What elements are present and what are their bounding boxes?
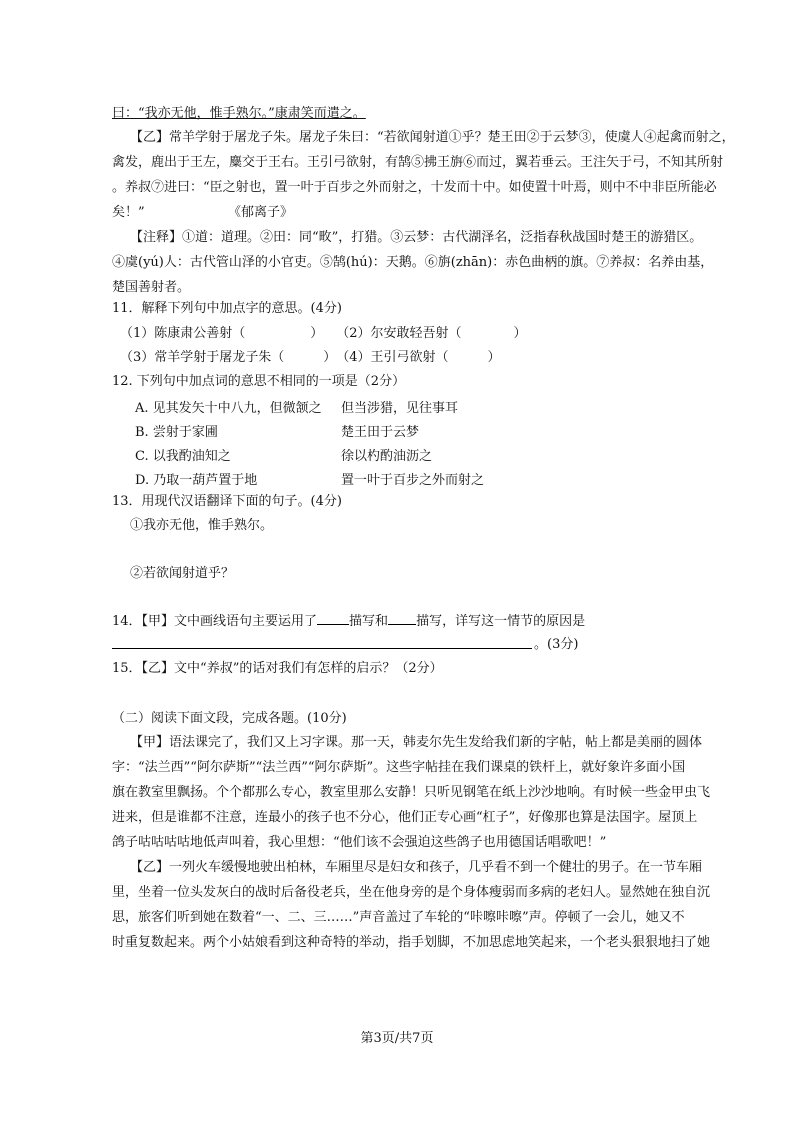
section-2-heading: （二）阅读下面文段，完成各题。(10分) — [112, 711, 347, 726]
yi-line-4: 矣！” — [112, 205, 145, 220]
q12-option-a-right: 但当涉猎，见往事耳 — [341, 401, 459, 416]
jia2-line-1: 【甲】语法课完了，我们又上习字课。那一天，韩麦尔先生发给我们新的字帖，帖上都是美丽的圆体 — [130, 735, 703, 750]
q14-part-1: 14．【甲】文中画线语句主要运用了 — [112, 614, 318, 629]
q14-score: 。(3分) — [534, 637, 579, 652]
notes-line-1: 【注释】①道：道理。②田：同“畋”，打猎。③云梦：古代湖泽名，泛指春秋战国时楚王的游猎区。 — [130, 230, 703, 245]
q12-option-b-left: B. 尝射于家圃 — [135, 425, 218, 440]
q13-sentence-1: ①我亦无他，惟手熟尔。 — [130, 518, 274, 533]
source-title: 《郁离子》 — [228, 205, 294, 220]
yi-line-2: 禽发，鹿出于王左，麋交于王右。王引弓欲射，有鹄⑤拂王旃⑥而过，翼若垂云。王注矢于弓，不知其所射 — [112, 155, 724, 170]
q14-part-3: 描写，详写这一情节的原因是 — [416, 614, 586, 629]
jia2-line-4: 进来，但是谁都不注意，连最小的孩子也不分心，他们正专心画“杠子”，好像那也算是法国字。屋顶上 — [112, 810, 698, 825]
yi-line-3: 。养叔⑦进曰：“臣之射也，置一叶于百步之外而射之，十发而十中。如使置十叶焉，则中不中非臣所能必 — [112, 180, 717, 195]
top-line: 曰：“我亦无他，惟手熟尔。”康肃笑而遣之。 — [112, 106, 366, 121]
yi2-line-3: 思，旅客们听到她在数着“一、二、三……”声音盖过了车轮的“咔嚓咔嚓”声。停顿了一会儿，她又不 — [112, 910, 685, 925]
q14-line — [112, 613, 585, 631]
yi-line-1: 【乙】常羊学射于屠龙子朱。屠龙子朱曰：“若欲闻射道①乎？楚王田②于云梦③，使虞人④起禽而射之， — [130, 130, 735, 145]
page-footer: 第3页/共7页 — [360, 1031, 434, 1046]
q11-row-1: （1）陈康肃公善射（ ） （2）尔安敢轻吾射（ ） — [120, 326, 527, 341]
q15-line: 15．【乙】文中“养叔”的话对我们有怎样的启示？（2分） — [112, 661, 443, 676]
jia2-line-2: 字：“法兰西”“阿尔萨斯”“法兰西”“阿尔萨斯”。这些字帖挂在我们课桌的铁杆上，就好象许多面小国 — [112, 760, 686, 775]
q12-option-c-right: 徐以杓酌油沥之 — [341, 449, 433, 464]
yi2-line-2: 里，坐着一位头发灰白的战时后备役老兵，坐在他身旁的是个身体瘦弱而多病的老妇人。显然她在独自沉 — [112, 885, 711, 900]
jia2-line-5: 鸽子咕咕咕咕地低声叫着，我心里想：“他们该不会强迫这些鸽子也用德国话唱歌吧！” — [112, 835, 607, 850]
q11-row-2: （3）常羊学射于屠龙子朱（ ） （4）王引弓欲射（ ） — [120, 350, 501, 365]
q12-stem: 12. 下列句中加点词的意思不相同的一项是（2分） — [112, 374, 406, 389]
q12-option-a-left: A. 见其发矢十中八九，但微颔之 — [135, 401, 322, 416]
q11-stem: 11．解释下列句中加点字的意思。(4分) — [112, 301, 342, 316]
yi2-line-1: 【乙】一列火车缓慢地驶出柏林，车厢里尽是妇女和孩子，几乎看不到一个健壮的男子。在一节车厢 — [130, 860, 703, 875]
q14-blank-1[interactable] — [317, 624, 349, 625]
q12-option-d-right: 置一叶于百步之外而射之 — [341, 473, 485, 488]
q14-blank-2[interactable] — [388, 624, 416, 625]
notes-line-2: ④虞(yú)人：古代管山泽的小官吏。⑤鹄(hú)：天鹅。⑥旃(zhān)：赤色曲柄的旗。⑦养叔：名养由基， — [112, 255, 714, 270]
q13-sentence-2: ②若欲闻射道乎？ — [130, 566, 235, 581]
q14-answer-line[interactable] — [112, 648, 532, 649]
q14-part-2: 描写和 — [349, 614, 389, 629]
yi2-line-4: 时重复数起来。两个小姑娘看到这种奇特的举动，指手划脚，不加思虑地笑起来，一个老头狠狠地扫了她 — [112, 935, 711, 950]
q12-option-c-left: C. 以我酌油知之 — [135, 449, 231, 464]
q12-option-d-left: D. 乃取一葫芦置于地 — [135, 473, 258, 488]
jia2-line-3: 旗在教室里飘扬。个个都那么专心，教室里那么安静！只听见钢笔在纸上沙沙地响。有时候一些金甲虫飞 — [112, 785, 711, 800]
q12-option-b-right: 楚王田于云梦 — [341, 425, 420, 440]
notes-line-3: 楚国善射者。 — [112, 280, 191, 295]
q13-stem: 13．用现代汉语翻译下面的句子。(4分) — [112, 494, 342, 509]
